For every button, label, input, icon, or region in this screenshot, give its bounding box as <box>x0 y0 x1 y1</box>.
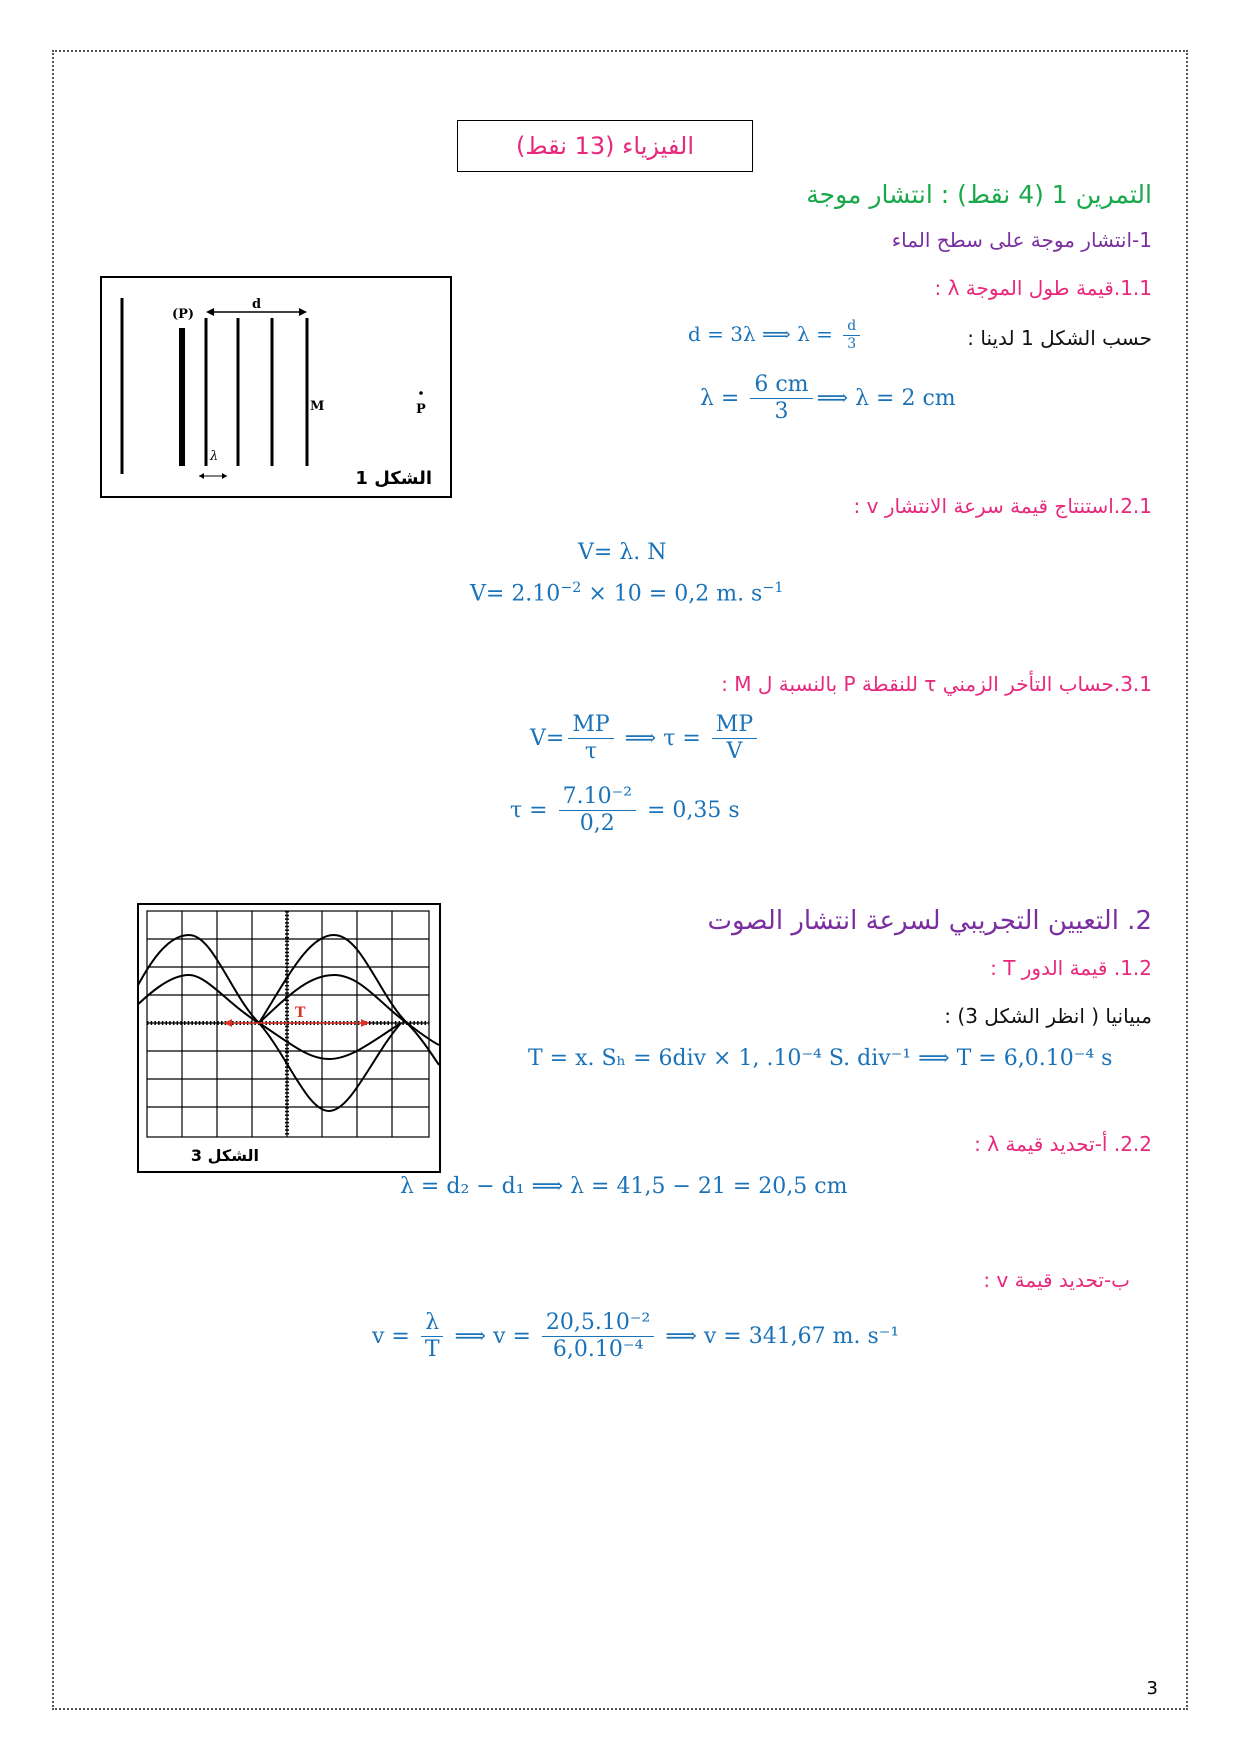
figure-1-caption: الشكل 1 <box>355 468 432 489</box>
q31-equation-2 <box>510 784 740 838</box>
label-lambda: λ <box>210 449 219 464</box>
q11-label: 1.1.قيمة طول الموجة λ : <box>934 276 1152 300</box>
label-m: M <box>310 399 325 414</box>
fraction-denominator: 0,2 <box>579 811 615 837</box>
q31-equation-1 <box>530 712 761 766</box>
part2-title: 2. التعيين التجريبي لسرعة انتشار الصوت <box>707 906 1152 936</box>
label-d: d <box>252 297 262 312</box>
fraction-numerator: 6 cm <box>750 372 812 399</box>
fraction-denominator: τ <box>584 739 598 765</box>
fraction-denominator: T <box>424 1337 440 1363</box>
q11-equation-2 <box>700 372 956 426</box>
part1-heading: 1-انتشار موجة على سطح الماء <box>891 228 1152 252</box>
q21-label: 2.1.استنتاج قيمة سرعة الانتشار v : <box>853 494 1152 518</box>
page-number: 3 <box>1146 1678 1158 1699</box>
eq-text: V= 2.10 <box>470 581 561 607</box>
q21-equation-2 <box>470 580 783 606</box>
eq-text: ⟹ v = 341,67 m. s⁻¹ <box>658 1323 900 1349</box>
q22-label: 2.2. أ-تحديد قيمة λ : <box>974 1132 1152 1156</box>
eq-text: V= <box>530 725 565 751</box>
fraction-numerator: MP <box>568 712 613 739</box>
fraction-denominator: 3 <box>774 399 789 425</box>
q22b-equation <box>372 1310 899 1364</box>
eq-text: d = 3λ ⟹ λ = <box>688 321 840 346</box>
label-t: T <box>295 1005 306 1021</box>
fraction-numerator: d <box>843 318 860 336</box>
fraction-denominator: V <box>726 739 743 765</box>
fraction-numerator: MP <box>712 712 757 739</box>
section-title-box <box>457 120 753 172</box>
fraction-denominator: 6,0.10⁻⁴ <box>552 1337 644 1363</box>
section-title: الفيزياء (13 نقط) <box>515 132 694 160</box>
figure-1-drawing <box>102 278 450 496</box>
q22-equation: λ = d₂ − d₁ ⟹ λ = 41,5 − 21 = 20,5 cm <box>400 1174 848 1199</box>
exercise-title: التمرين 1 (4 نقط) : انتشار موجة <box>806 180 1152 209</box>
eq-text: ⟹ λ = 2 cm <box>816 385 956 411</box>
label-p-top: (P) <box>172 307 195 322</box>
eq-text: × 10 = 0,2 m. s <box>581 581 763 607</box>
q31-label: 3.1.حساب التأخر الزمني τ للنقطة P بالنسبة ل M : <box>721 672 1152 696</box>
figure-3-caption: الشكل 3 <box>190 1146 259 1165</box>
eq-text: τ = <box>510 797 555 823</box>
fraction-numerator: 7.10⁻² <box>559 784 636 811</box>
q12-intro: مبيانيا ( انظر الشكل 3) : <box>944 1004 1152 1028</box>
eq-text: v = <box>372 1323 417 1349</box>
q11-equation-1 <box>688 318 864 353</box>
q12-label: 1.2. قيمة الدور T : <box>990 956 1152 980</box>
oscilloscope-figure <box>139 905 439 1171</box>
eq-text: λ = <box>700 385 747 411</box>
label-p: P <box>416 402 426 417</box>
fraction-numerator: λ <box>421 1310 443 1337</box>
q11-intro: حسب الشكل 1 لدينا : <box>967 326 1152 350</box>
q12-equation: T = x. Sₕ = 6div × 1, .10⁻⁴ S. div⁻¹ ⟹ T = 6,0.10⁻⁴ s <box>528 1046 1113 1071</box>
fraction-denominator: 3 <box>847 335 857 352</box>
q22b-label: ب-تحديد قيمة v : <box>983 1268 1130 1292</box>
eq-exponent: −1 <box>762 580 784 596</box>
fraction-numerator: 20,5.10⁻² <box>542 1310 654 1337</box>
q21-equation-1: V= λ. N <box>578 540 667 565</box>
eq-text: ⟹ τ = <box>617 725 708 751</box>
eq-text: = 0,35 s <box>640 797 740 823</box>
figure-3 <box>137 903 441 1173</box>
eq-text: ⟹ v = <box>447 1323 538 1349</box>
eq-exponent: −2 <box>560 580 582 596</box>
figure-1 <box>100 276 452 498</box>
